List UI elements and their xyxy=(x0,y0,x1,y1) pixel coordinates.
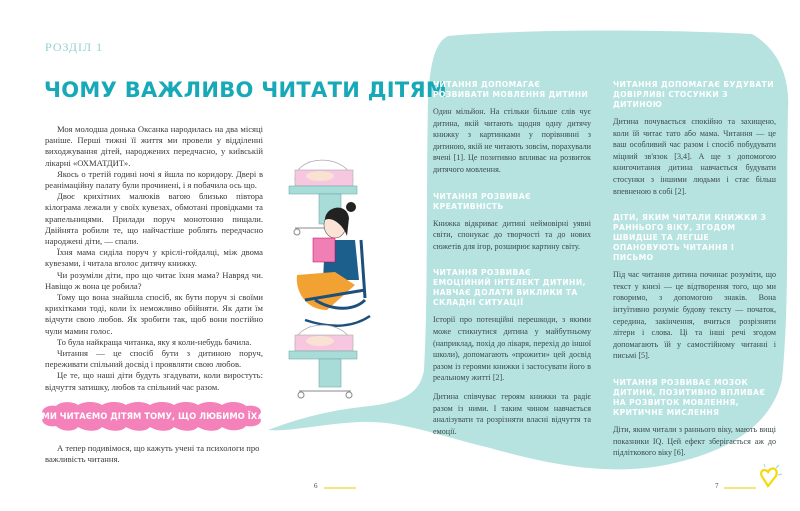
section-heading: ДІТИ, ЯКИМ ЧИТАЛИ КНИЖКИ З РАННЬОГО ВІКУ, ЗГОДОМ ШВИДШЕ ТА ЛЕГШЕ ОПАНОВУЮТЬ ЧИТАННЯ І ПИСЬМО xyxy=(613,213,767,263)
paragraph: Якось о третій годині ночі я йшла по коридору. Двері в реанімаційну палату були прочинені, і я побачила ось що. xyxy=(45,168,263,191)
paragraph: Це те, що наші діти будуть згадувати, коли виростуть: відчуття затишку, любов та спільний час разом. xyxy=(45,370,263,392)
incubator-bottom xyxy=(289,325,357,398)
section-creativity xyxy=(433,192,591,253)
page-number-line xyxy=(324,487,356,489)
paragraph: Один мільйон. На стільки більше слів чує дитина, якій читають щодня одну дитячу книжку з картинками у порівнянні з дитиною, якій не читають зовсім, порахували вчені [1]. Це позитивно впливає на розвиток дитячого мовлення. xyxy=(433,107,591,174)
paragraph: То була найкраща читанка, яку я коли-небудь бачила. xyxy=(57,336,252,347)
mother-in-rocking-chair xyxy=(297,202,370,326)
page-number-right: 7 xyxy=(715,482,719,490)
section-heading: ЧИТАННЯ ДОПОМАГАЄ БУДУВАТИ ДОВІРЛИВІ СТОСУНКИ З ДИТИНОЮ xyxy=(613,80,775,109)
right-column-2 xyxy=(613,80,776,475)
section-literacy xyxy=(613,213,776,362)
mother-reading-illustration xyxy=(275,140,395,400)
paragraph: Під час читання дитина починає розуміти, що текст у книзі — це відтворення того, що ми говоримо, з допомогою знаків. Вона інтуїтивно розуміє будову тексту — початок, середина, закінчення, вчиться розрізняти літери і слова. Ці та інші речі згодом допомагають їй у самостійному читанні і письмі [5]. xyxy=(613,270,776,361)
section-heading: ЧИТАННЯ РОЗВИВАЄ КРЕАТИВНІСТЬ xyxy=(433,191,531,211)
chapter-label: РОЗДІЛ 1 xyxy=(45,40,104,54)
section-brain xyxy=(613,378,776,459)
paragraph: Книжка відкриває дитині неймовірні уявні світи, спонукає до творчості та до нових сюжетів для ігор, розширює картину світу. xyxy=(433,218,591,251)
intro-text xyxy=(45,124,263,393)
page-title: ЧОМУ ВАЖЛИВО ЧИТАТИ ДІТЯМ xyxy=(44,78,448,102)
section-heading: ЧИТАННЯ ДОПОМАГАЄ РОЗВИВАТИ МОВЛЕННЯ ДИТИНИ xyxy=(433,80,589,99)
section-speech xyxy=(433,80,591,176)
page-number-line xyxy=(724,487,756,489)
paragraph: А тепер подивімося, що кажуть учені та психологи про важливість читання. xyxy=(45,443,260,465)
paragraph: Їхня мама сиділа поруч у кріслі-гойдалці, між двома кувезами, і читала вголос дитячу книжку. xyxy=(45,247,263,269)
paragraph: Читання — це спосіб бути з дитиною поруч, переживати спільний досвід і проявляти свою любов. xyxy=(45,348,263,370)
section-trust xyxy=(613,80,776,197)
paragraph: Діти, яким читали з раннього віку, мають вищі показники IQ. Цей ефект зберігається аж до підліткового віку [6]. xyxy=(613,424,776,458)
paragraph: Двоє крихітних малюків вагою близько півтора кілограма лежали у своїх кувезах, обмотані провідками та крапельницями. Прилади поруч монотонно пищали. Двійнята робили те, що найчастіше роблять передчасно народжені діти, — спали. xyxy=(45,191,263,247)
quote-banner xyxy=(38,400,264,432)
section-heading: ЧИТАННЯ РОЗВИВАЄ МОЗОК ДИТИНИ, ПОЗИТИВНО ВПЛИВАЄ НА РОЗВИТОК МОВЛЕННЯ, КРИТИЧНЕ МИСЛЕННЯ xyxy=(613,377,766,417)
paragraph: Дитина почувається спокійно та захищено, коли їй читає тато або мама. Читання — це ваш особливий час разом і спосіб побудувати міцний зв'язок [3,4]. А ще з допомогою книгочитання дитина навчається будувати стосунки з іншими людьми і стає більш впевненою в собі [2]. xyxy=(613,117,776,196)
paragraph: Історії про потенційні перешкоди, з якими може стикнутися дитина у майбутньому (наприклад, похід до лікаря, перехід до іншої школи), допомагають «прожити» цей досвід разом із героями книжки і застосувати його в реальному житті [2]. xyxy=(433,315,591,383)
banner-text: МИ ЧИТАЄМО ДІТЯМ ТОМУ, ЩО ЛЮБИМО ЇХ. xyxy=(41,411,261,421)
paragraph: Дитина співчуває героям книжки та радіє разом із ними. І таким чином навчається аналізувати та розрізняти власні відчуття та емоції. xyxy=(433,391,591,436)
paragraph: Тому що вона знайшла спосіб, як бути поруч зі своїми крихітками тоді, коли їх неможливо обійняти. Як дати їм відчути свою любов. Як зробити так, щоб вони постійно чули мамин голос. xyxy=(45,292,263,336)
paragraph: Моя молодша донька Оксанка народилась на два місяці раніше. Перші тижні її життя ми провели у відділенні виходжування дітей, народжених передчасно, у київській лікарні «ОХМАТДИТ». xyxy=(45,124,263,168)
right-column-1 xyxy=(433,80,591,453)
outro-text xyxy=(45,443,263,465)
section-heading: ЧИТАННЯ РОЗВИВАЄ ЕМОЦІЙНИЙ ІНТЕЛЕКТ ДИТИНИ, НАВЧАЄ ДОЛАТИ ВИКЛИКИ ТА СКЛАДНІ СИТУАЦІЇ xyxy=(433,268,586,308)
section-emotional-intelligence xyxy=(433,268,591,437)
heart-icon xyxy=(756,464,786,494)
paragraph: Чи розуміли діти, про що читає їхня мама? Навряд чи. Навіщо ж вона це робила? xyxy=(45,269,263,291)
page-number-left: 6 xyxy=(314,482,318,490)
